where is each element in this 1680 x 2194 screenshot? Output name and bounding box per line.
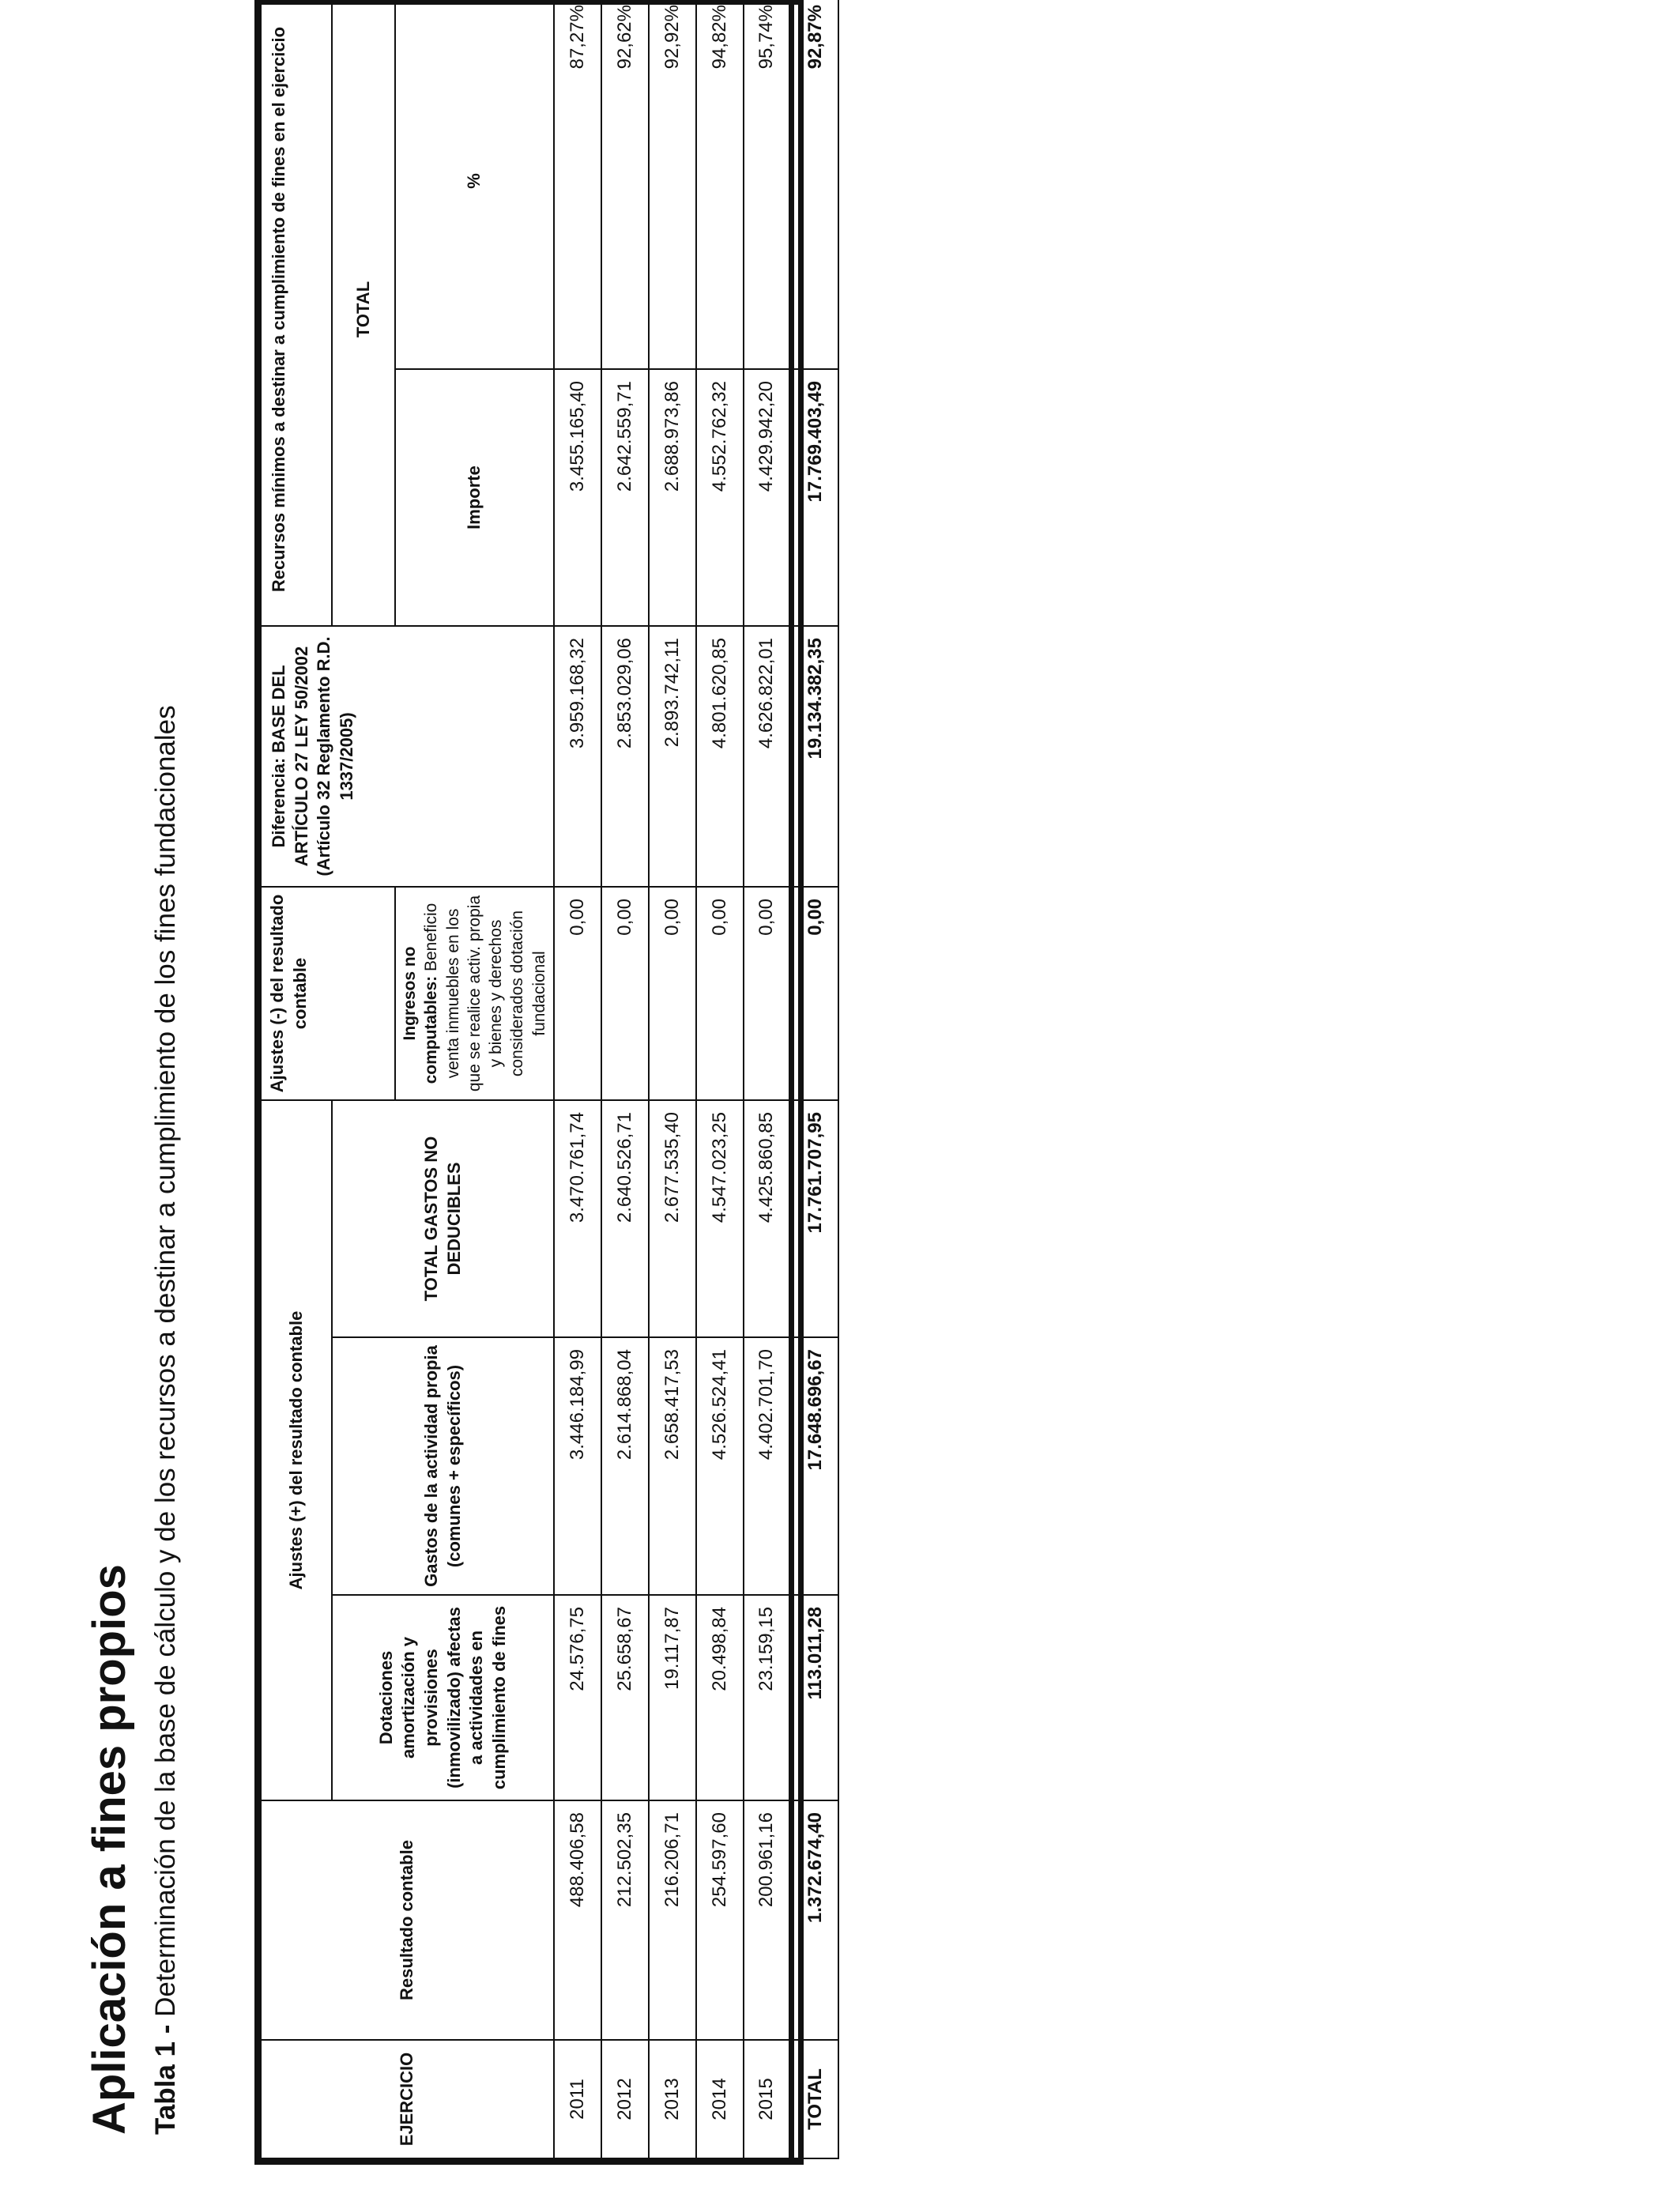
total-gastos-cell: 17.648.696,67 <box>791 1337 838 1595</box>
table-row <box>649 0 696 2158</box>
data-table <box>260 0 839 2159</box>
dotaciones-cell: 24.576,75 <box>554 1595 601 1800</box>
header-porcentaje: % <box>395 0 554 369</box>
total-label-cell: TOTAL <box>791 2040 838 2158</box>
total-gastos-cell: 2.677.535,40 <box>649 1100 696 1337</box>
importe-cell: 2.688.973,86 <box>649 369 696 626</box>
resultado-cell: 212.502,35 <box>601 1800 649 2040</box>
gastos-cell: 3.446.184,99 <box>554 1337 601 1595</box>
total-ingresos-cell: 0,00 <box>791 887 838 1100</box>
header-ingresos-label: Ingresos no computables: <box>401 946 441 1084</box>
total-total-gastos-cell: 17.761.707,95 <box>791 1100 838 1337</box>
table-caption <box>150 705 182 2135</box>
resultado-cell: 254.597,60 <box>696 1800 744 2040</box>
dotaciones-cell: 19.117,87 <box>649 1595 696 1800</box>
header-ingresos-text: Beneficio venta inmuebles en los que se realice activ. propia y bienes y derechos considerados dotación fundacional <box>422 895 548 1092</box>
importe-cell: 4.429.942,20 <box>744 369 791 626</box>
ejercicio-cell: 2011 <box>554 2040 601 2158</box>
header-gastos-actividad: Gastos de la actividad propia (comunes + específicos) <box>332 1337 554 1595</box>
header-resultado-contable: Resultado contable <box>261 1800 554 2040</box>
porcentaje-cell: 94,82% <box>696 0 744 369</box>
porcentaje-cell: 92,92% <box>649 0 696 369</box>
header-total-gastos: TOTAL GASTOS NO DEDUCIBLES <box>332 1100 554 1337</box>
dotaciones-cell: 23.159,15 <box>744 1595 791 1800</box>
gastos-cell: 4.402.701,70 <box>744 1337 791 1595</box>
header-ingresos-no-computables <box>395 887 554 1100</box>
table-total-row <box>791 0 838 2158</box>
diferencia-cell: 4.801.620,85 <box>696 626 744 887</box>
total-gastos-cell: 4.425.860,85 <box>744 1100 791 1337</box>
diferencia-cell: 3.959.168,32 <box>554 626 601 887</box>
header-dotaciones: Dotaciones amortización y provisiones (inmovilizado) afectas a actividades en cumplimiento de fines <box>332 1595 554 1800</box>
dotaciones-cell: 25.658,67 <box>601 1595 649 1800</box>
resultado-cell: 216.206,71 <box>649 1800 696 2040</box>
ingresos-cell: 0,00 <box>744 887 791 1100</box>
total-diferencia-cell: 19.134.382,35 <box>791 626 838 887</box>
ingresos-cell: 0,00 <box>554 887 601 1100</box>
porcentaje-cell: 92,62% <box>601 0 649 369</box>
ejercicio-cell: 2014 <box>696 2040 744 2158</box>
header-ejercicio: EJERCICIO <box>261 2040 554 2158</box>
importe-cell: 2.642.559,71 <box>601 369 649 626</box>
importe-cell: 4.552.762,32 <box>696 369 744 626</box>
header-diferencia: Diferencia: BASE DEL ARTÍCULO 27 LEY 50/2002 (Artículo 32 Reglamento R.D. 1337/2005) <box>261 626 554 887</box>
data-table-frame <box>254 0 827 2165</box>
porcentaje-cell: 95,74% <box>744 0 791 369</box>
dotaciones-cell: 20.498,84 <box>696 1595 744 1800</box>
diferencia-cell: 2.853.029,06 <box>601 626 649 887</box>
ingresos-cell: 0,00 <box>649 887 696 1100</box>
gastos-cell: 4.526.524,41 <box>696 1337 744 1595</box>
table-row <box>554 0 601 2158</box>
page-title: Aplicación a fines propios <box>84 1564 135 2135</box>
table-caption-text: Determinación de la base de cálculo y de los recursos a destinar a cumplimiento de los fines fundacionales <box>150 705 181 2025</box>
total-gastos-cell: 4.547.023,25 <box>696 1100 744 1337</box>
gastos-cell: 2.658.417,53 <box>649 1337 696 1595</box>
header-importe: Importe <box>395 369 554 626</box>
table-row <box>744 0 791 2158</box>
total-gastos-cell: 3.470.761,74 <box>554 1100 601 1337</box>
diferencia-cell: 2.893.742,11 <box>649 626 696 887</box>
table-row <box>696 0 744 2158</box>
ingresos-cell: 0,00 <box>601 887 649 1100</box>
table-row <box>601 0 649 2158</box>
header-ajustes-positivos: Ajustes (+) del resultado contable <box>261 1100 332 1800</box>
diferencia-cell: 4.626.822,01 <box>744 626 791 887</box>
header-total: TOTAL <box>332 0 395 626</box>
gastos-cell: 2.614.868,04 <box>601 1337 649 1595</box>
importe-cell: 3.455.165,40 <box>554 369 601 626</box>
total-resultado-cell: 1.372.674,40 <box>791 1800 838 2040</box>
resultado-cell: 488.406,58 <box>554 1800 601 2040</box>
resultado-cell: 200.961,16 <box>744 1800 791 2040</box>
total-gastos-cell: 2.640.526,71 <box>601 1100 649 1337</box>
ejercicio-cell: 2012 <box>601 2040 649 2158</box>
total-dotaciones-cell: 113.011,28 <box>791 1595 838 1800</box>
table-caption-label: Tabla 1 - <box>150 2024 181 2135</box>
total-pct-cell: 92,87% <box>791 0 838 369</box>
header-ajustes-negativos <box>261 887 395 1100</box>
header-recursos-minimos: Recursos mínimos a destinar a cumplimiento de fines en el ejercicio <box>261 0 332 626</box>
total-importe-cell: 17.769.403,49 <box>791 369 838 626</box>
header-ajustes-negativos-label: Ajustes (-) del resultado contable <box>267 894 310 1093</box>
ejercicio-cell: 2013 <box>649 2040 696 2158</box>
porcentaje-cell: 87,27% <box>554 0 601 369</box>
ejercicio-cell: 2015 <box>744 2040 791 2158</box>
ingresos-cell: 0,00 <box>696 887 744 1100</box>
